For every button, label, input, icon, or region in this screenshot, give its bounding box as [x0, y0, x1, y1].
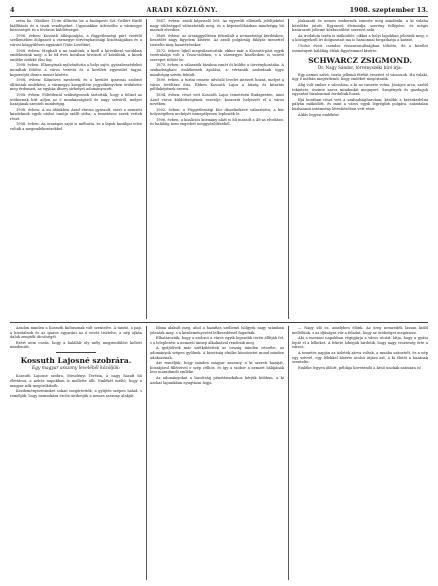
lower-column-1 — [10, 326, 142, 580]
newspaper-title: ARADI KÖZLÖNY. — [146, 5, 218, 14]
section-title: Kossuth Lajosné szobrára. — [20, 355, 132, 365]
paragraph: 1902. évben: a Függetlenségi Kör díszelnökévé választotta; a kör helyiségében arcképét ünnepélyesen leplezték le. — [150, 107, 284, 117]
paragraph: A temetés napján az üzletek zárva voltak, a munka szünetelt, és a nép egy szívvel, egy lélekkel kísérte utolsó útjára azt, a ki életét a hazának szentelte. — [292, 350, 428, 365]
paragraph: 1894. évben: részt vett Kossuth Lajos temetésén Budapesten, mint Arad város küldöttségének vezetője; koszorút helyezett el a város nevében. — [150, 92, 284, 107]
paragraph: Áldás legyen emlékén! — [298, 112, 340, 117]
paragraph: 1908. évben: Kőműves mesterek és a kerület iparosai szobrot állítottak emlékére; a vármegye közgyűlése jegyzőkönyvben örökítette meg érdemeit, az egyház díszes sírhelyet adományozott. — [10, 78, 142, 92]
paragraph: Az adományokat a bizottság pénztárnokához kérjük küldeni, a ki azokat lapunkban nyugtázni fogja. — [150, 375, 284, 385]
paragraph: 1908. évben: Az országos sajtó is méltatta, és a lapok hasábjai telve voltak a megemlékezésekkel. — [10, 122, 142, 132]
paragraph: Aradon minden a Kossuth kultusznak volt szentelve. A tanító, a pap, a hivatalnok és az iparos egyaránt az ő nevét tisztelte; a nép ajkán dalok zengték dicsőségét. — [10, 326, 142, 340]
issue-date: 1908. szeptember 13. — [349, 5, 428, 14]
paragraph: Kossuth Lajosné szobra, Meszlényi Terézia, a nagy hazafi hű élettársa, a nehéz napokban is mellette állt. Emlékét méltó, hogy a magyar nők megörökítsék. — [10, 374, 142, 388]
paragraph: 1872. évben: újból megválasztották; ekkor már a Kossuth-párt egyik vezéralakja volt a Tisza-vidéken, s a vármegyei közéletben is vezető szerepet töltött be. — [150, 48, 284, 62]
paragraph: Elhatározták, hogy a szobrot a város egyik legszebb terén állítják fel, s a leleplezést a nemzeti ünnep alkalmával rendezik meg. — [150, 336, 284, 345]
page-number: 4 — [10, 5, 15, 14]
paragraph: 1908. évben: Kossuth álláspontján, a függetlenségi párt vezérlő szellemében dolgozott a vármegye törvényhatósági bizottságában és a városi közgyűlésen egyaránt (Vide Levéltár). — [10, 33, 142, 47]
paragraph: Emléke legyen áldott, példája követendő a késő unokák számára is! — [298, 365, 422, 370]
column-divider — [288, 19, 289, 319]
paragraph: Utolsó éveit csendes visszavonultságban töltötte, de a közélet eseményeit haláláig élénk figyelemmel kísérte. — [292, 43, 428, 53]
column-divider — [288, 326, 289, 580]
short-rule — [56, 352, 96, 353]
paragraph: 1875. évben: a választók bizalma ismét őt küldte a törvényhozásba. A szabadságharc emlékeinek ápolása, a vértanúk szobrának ügye mindvégig szívén feküdt. — [150, 63, 284, 77]
page-header — [10, 4, 428, 15]
column-divider — [146, 19, 147, 319]
paragraph: jóakaratú és nemes embernek ismerte meg mindenki, a ki valaha közelébe jutott. Egyszerű életmódja, szerény fellépése, és mégis határozott jelleme közbecsülést szerzett neki. — [292, 19, 428, 33]
paragraph: Az irodalom terén is működött; cikkei a helyi lapokban jelentek meg, s a közügyekről írt dolgozatait ma is haszonnal forgathatja a kutató. — [292, 33, 428, 43]
paragraph: 1869. évben: az országgyűlésen felszólalt a nemzetiségi kérdésben; beszédét nagy figyelem kísérte. Az aradi polgárság fáklyás menettel tisztelte meg hazatérésekor. — [150, 33, 284, 47]
paragraph: Kezdeményezésünket sokan megértették; a gyűjtés szépen halad, s reméljük, hogy nemsokára ércbe önthetjük a nemes asszony alakját. — [10, 389, 142, 398]
paragraph: A gyűjtőívek már szétküldettek az ország minden részébe; az adományok szépen gyűlnek. A bizottság elnöke köszönetet mond minden adakozónak. — [150, 346, 284, 360]
paragraph: lóban alakult meg, ahol a hazafias szellemű hölgyek nagy számban jelentek meg, s a kezdeményezést lelkesedéssel fogadták. — [150, 326, 284, 335]
paragraph: Azt reméljük, hogy minden magyar asszony, a ki szereti hazáját, hozzájárul filléreivel e szép célhoz, és így a szobor a nemzet hálájának lesz maradandó emléke. — [150, 361, 284, 375]
column-2 — [150, 19, 284, 319]
section-title: SCHWARCZ ZSIGMOND. — [308, 56, 412, 66]
paragraph: — Nagy idő ez, amelyben élünk. Az öreg nemzedék lassan kidől mellőlünk, s az ifjúságra vár a feladat, hogy az örökséget megőrizze. — [292, 326, 428, 335]
lower-column-3 — [292, 326, 428, 580]
section-subtitle: Egy magyar asszony leveléből közöljük: — [31, 365, 121, 371]
paragraph: zetta be. Október 15-én állította be a budapesti Szt.-Gellért fürdő kiállítását és a tiszti vendégeket. Ugyanakkor üdvözölte a vármegye közönségét és a fővárosi küldöttséget. — [10, 19, 142, 33]
paragraph: 1906. évben: a koalíciós kormány alatt is hű maradt a 48-as elvekhez, és haláláig nem engedett meggyőződéséből. — [150, 117, 284, 127]
paragraph: 1890. évben: a turini remete üdvözlő levelet intézett hozzá, melyet a város levéltára őriz. Ebben Kossuth Lajos a hűség és kitartás példaképének nevezi. — [150, 78, 284, 92]
paragraph: 1908. évben: Meghalt a mi tanítónk, a kiről a következő sorokban emlékezünk meg, a ki 84 éves korában távozott el közülünk, a kinek emléke örökké élni fog. — [10, 48, 142, 62]
column-3 — [292, 19, 428, 319]
lower-column-2 — [150, 326, 284, 580]
paragraph: Alig volt ember e városban, a ki ne ismerte volna. Jóságos arca, szelíd tekintete, őszinte szava mindenkit megnyert. Szegények és gazdagok egyaránt bizalommal fordultak hozzá. — [292, 82, 428, 97]
section-rule — [10, 322, 428, 323]
paragraph: Ezért nem csoda, hogy a halálhír oly mély megrendülést keltett mindenütt. — [10, 340, 142, 350]
column-divider — [146, 326, 147, 580]
column-1 — [10, 19, 142, 319]
paragraph: 1867. évben: aradi képviselő lett. Az egyesült ellenzék jelöltjeként nagy többséggel választották meg, és a képviselőházban mindvégig hű maradt elveihez. — [150, 19, 284, 33]
byline: Dr. Nagy Sándor, törvényszéki bíró írja: — [317, 65, 403, 71]
header-rule — [10, 16, 428, 17]
paragraph: Ifjú korában részt vett a szabadságharcban; később a kereskedelmi pályán működött, és mint a város egyik legrégibb polgára, számtalan közhasznú intézmény létesítésében vett részt. — [292, 97, 428, 111]
paragraph: 1908. évben: Föltétlenül szükségesnek tartották, hogy a felirat az utókornak hírt adjon az ő munkásságáról és nagy szívéről, melyet hazájának szentelt mindvégig. — [10, 92, 142, 107]
paragraph: 1908. évben: A mi időnkben Arad városa gyászolt, mert a nemzeti küzdelmek egyik utolsó tanúja szállt sírba; a temetésen ezrek vettek részt. — [10, 107, 142, 121]
paragraph: Egy nemes szívű, tiszta jellemű férfiút vesztett el városunk. Ha valaki, úgy ő méltán megérdemli, hogy emlékét megőrizzük. — [292, 72, 428, 82]
paragraph: 1908. évben: Elhunytnak nyilvánította a helyi sajtó, gyászbeszédeket mondtak fölötte a város vezetői és a kerületi egyesület tagjai, koporsóját díszes menet kísérte. — [10, 63, 142, 77]
paragraph: Aki a mostani napokban végigjárja a város utcáit, látja, hogy a gyász lepte el a lelkeket. A fekete lobogók hirdetik, hogy nagy veszteség érte a várost. — [292, 336, 428, 350]
